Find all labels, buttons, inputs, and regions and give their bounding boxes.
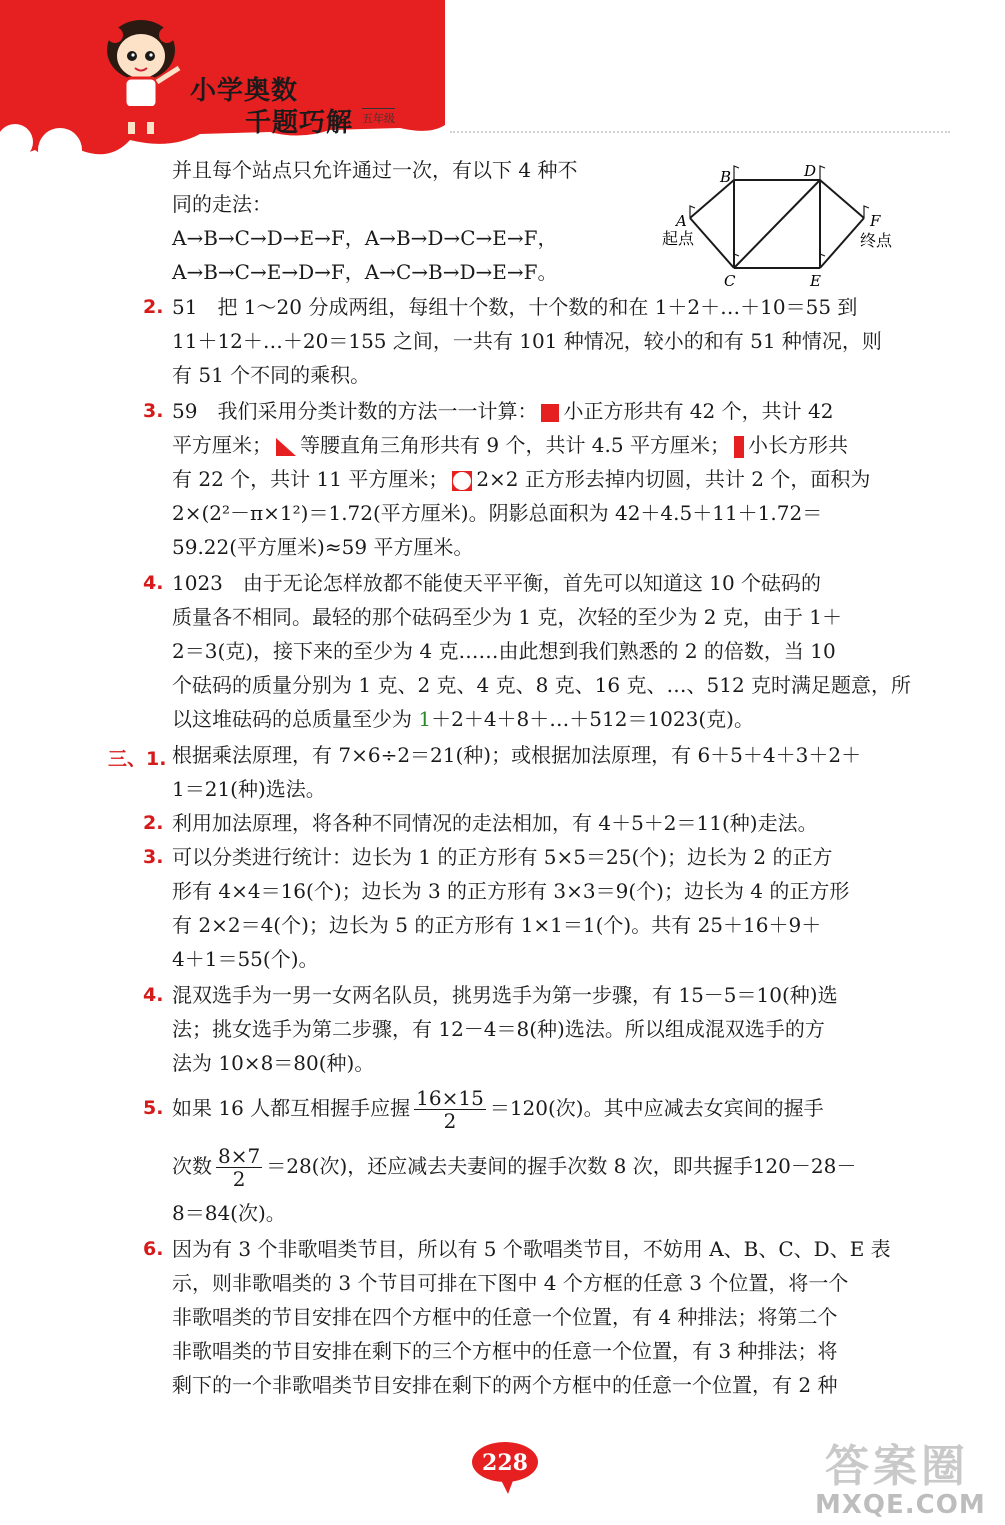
watermark-logo-text: 答案圈	[825, 1441, 969, 1492]
page-number-badge	[470, 1440, 540, 1496]
page-number: 228	[482, 1450, 528, 1476]
text-line: 利用加法原理，将各种不同情况的走法相加，有 4＋5＋2＝11(种)走法。	[172, 811, 818, 835]
text-line: A→B→C→D→E→F，A→B→D→C→E→F，	[172, 226, 558, 250]
node-label-e: E	[810, 272, 821, 290]
fraction	[216, 1145, 262, 1190]
text-segment: 有 22 个，共计 11 平方厘米；	[172, 467, 449, 491]
node-label-b: B	[720, 168, 732, 186]
text-line: 并且每个站点只允许通过一次，有以下 4 种不	[172, 158, 578, 182]
item-number: 3.	[143, 846, 164, 868]
text-line: 2＝3(克)，接下来的至少为 4 克……由此想到我们熟悉的 2 的倍数，当 10	[172, 639, 836, 663]
text-segment: ＋2＋4＋8＋…＋512＝1023(克)。	[431, 707, 754, 731]
text-line: 11＋12＋…＋20＝155 之间，一共有 101 种情况，较小的和有 51 种情况，则	[172, 329, 882, 353]
fraction-numerator: 8×7	[218, 1144, 261, 1168]
node-label-d: D	[804, 162, 817, 180]
text-line: 剩下的一个非歌唱类节目安排在剩下的两个方框中的任意一个位置，有 2 种	[172, 1373, 838, 1397]
square-minus-circle-icon	[450, 469, 474, 493]
text-segment: 小正方形共有 42 个，共计 42	[563, 399, 834, 423]
text-line	[172, 428, 848, 462]
header-dotted-rule	[450, 131, 950, 133]
text-line: 59.22(平方厘米)≈59 平方厘米。	[172, 535, 474, 559]
end-label: 终点	[860, 231, 893, 250]
text-line: 混双选手为一男一女两名队员，挑男选手为第一步骤，有 15－5＝10(种)选	[172, 983, 838, 1007]
watermark-url: MXQE.COM	[815, 1490, 986, 1520]
shaded-square-icon	[539, 402, 561, 424]
text-line: 非歌唱类的节目安排在四个方框中的任意一个位置，有 4 种排法；将第二个	[172, 1305, 838, 1329]
text-line	[172, 702, 754, 736]
text-line: 形有 4×4＝16(个)；边长为 3 的正方形有 3×3＝9(个)；边长为 4 的正方形	[172, 879, 850, 903]
section-number: 三、1.	[108, 748, 167, 770]
text-line: A→B→C→E→D→F，A→C→B→D→E→F。	[172, 260, 558, 284]
text-segment: 次数	[172, 1154, 212, 1178]
text-line: 8＝84(次)。	[172, 1201, 286, 1225]
text-segment: 以这堆砝码的总质量至少为	[172, 707, 419, 731]
text-line: 4＋1＝55(个)。	[172, 947, 319, 971]
text-line: 1＝21(种)选法。	[172, 777, 326, 801]
node-label-a: A	[676, 212, 687, 230]
text-segment: 2×2 正方形去掉内切圆，共计 2 个，面积为	[476, 467, 871, 491]
text-segment: 小长方形共	[747, 433, 848, 457]
text-line: 非歌唱类的节目安排在剩下的三个方框中的任意一个位置，有 3 种排法；将	[172, 1339, 838, 1363]
watermark	[720, 1430, 1005, 1525]
text-line: 同的走法：	[172, 192, 272, 216]
node-label-c: C	[724, 272, 736, 290]
shaded-rectangle-icon	[732, 435, 746, 459]
mascot-girl-illustration	[95, 10, 187, 135]
text-line: 法；挑女选手为第二步骤，有 12－4＝8(种)选法。所以组成混双选手的方	[172, 1017, 825, 1041]
text-segment: 等腰直角三角形共有 9 个，共计 4.5 平方厘米；	[300, 433, 730, 457]
item-number: 6.	[143, 1238, 164, 1260]
fraction	[414, 1087, 486, 1132]
page-header	[0, 0, 1000, 165]
text-line: 根据乘法原理，有 7×6÷2＝21(种)；或根据加法原理，有 6＋5＋4＋3＋2＋	[172, 743, 862, 767]
text-line: 因为有 3 个非歌唱类节目，所以有 5 个歌唱类节目，不妨用 A、B、C、D、E 表	[172, 1237, 891, 1261]
item-number: 2.	[143, 812, 164, 834]
text-line: 有 2×2＝4(个)；边长为 5 的正方形有 1×1＝1(个)。共有 25＋16＋9＋	[172, 913, 822, 937]
book-title-line1: 小学奥数	[190, 76, 299, 106]
grade-label: 五年级	[362, 108, 395, 126]
text-segment: 1	[418, 707, 432, 731]
book-title-line2: 千题巧解	[245, 108, 354, 138]
text-line	[172, 462, 870, 496]
item-number: 3.	[143, 400, 164, 422]
text-segment: ＝120(次)。其中应减去女宾间的握手	[489, 1096, 824, 1120]
text-line: 1023 由于无论怎样放都不能使天平平衡，首先可以知道这 10 个砝码的	[172, 571, 822, 595]
item-number: 4.	[143, 984, 164, 1006]
fraction-numerator: 16×15	[416, 1086, 484, 1110]
text-line: 可以分类进行统计：边长为 1 的正方形有 5×5＝25(个)；边长为 2 的正方	[172, 845, 833, 869]
text-line: 示，则非歌唱类的 3 个节目可排在下图中 4 个方框的任意 3 个位置，将一个	[172, 1271, 849, 1295]
fraction-denominator: 2	[443, 1109, 457, 1133]
start-label: 起点	[662, 229, 695, 248]
text-line: 质量各不相同。最轻的那个砝码至少为 1 克，次轻的至少为 2 克，由于 1＋	[172, 605, 842, 629]
text-segment: ＝28(次)，还应减去夫妻间的握手次数 8 次，即共握手120－28－	[266, 1154, 857, 1178]
item-number: 5.	[143, 1097, 164, 1119]
text-line	[172, 1143, 856, 1190]
text-line	[172, 1085, 824, 1132]
item-number: 2.	[143, 296, 164, 318]
text-segment: 平方厘米；	[172, 433, 272, 457]
item-number: 4.	[143, 572, 164, 594]
text-line: 法为 10×8＝80(种)。	[172, 1051, 375, 1075]
text-segment: 59 我们采用分类计数的方法一一计算：	[172, 399, 538, 423]
text-line: 51 把 1～20 分成两组，每组十个数，十个数的和在 1＋2＋…＋10＝55 到	[172, 295, 858, 319]
text-line: 2×(2²－π×1²)＝1.72(平方厘米)。阴影总面积为 42＋4.5＋11＋1.72＝	[172, 501, 823, 525]
text-line	[172, 394, 833, 428]
route-diagram	[662, 160, 900, 292]
shaded-triangle-icon	[274, 436, 298, 458]
text-line: 个砝码的质量分别为 1 克、2 克、4 克、8 克、16 克、…、512 克时满足题意，所	[172, 673, 912, 697]
text-segment: 如果 16 人都互相握手应握	[172, 1096, 411, 1120]
node-label-f: F	[870, 212, 881, 230]
text-line: 有 51 个不同的乘积。	[172, 363, 371, 387]
fraction-denominator: 2	[232, 1167, 246, 1191]
